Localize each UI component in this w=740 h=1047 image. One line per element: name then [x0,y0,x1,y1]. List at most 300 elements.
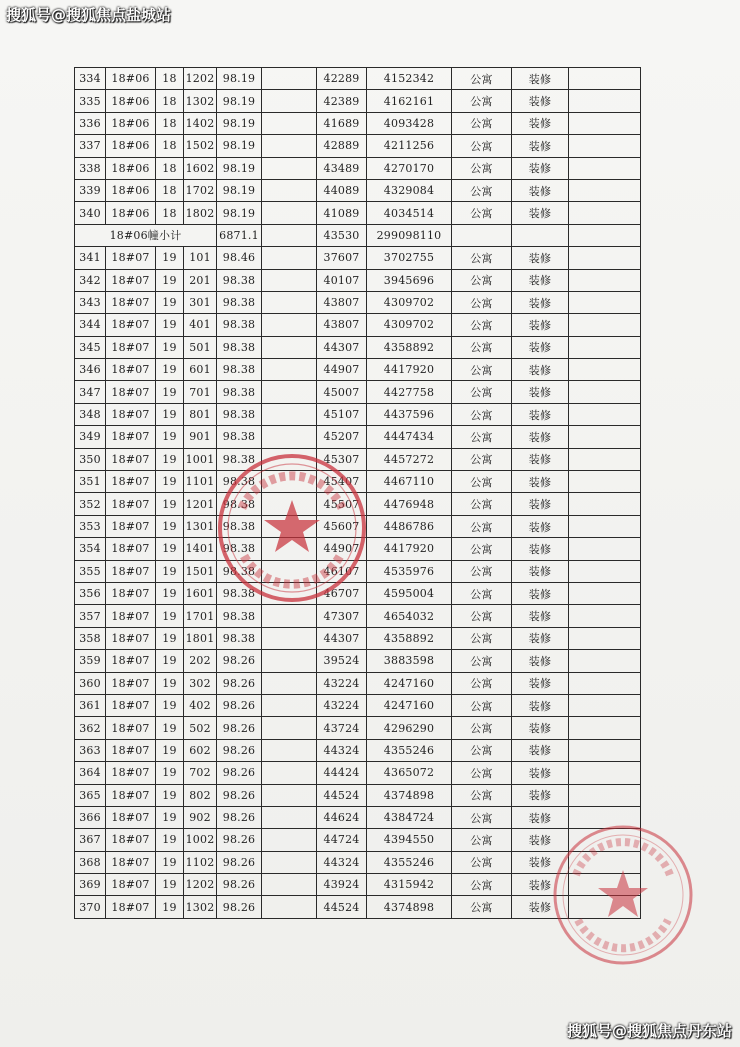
table-row [75,806,641,828]
table-cell: 98.26 [217,762,262,784]
table-cell: 公寓 [452,829,512,851]
subtotal-label: 18#06幢小计 [75,224,217,246]
table-cell: 360 [75,672,106,694]
table-cell: 369 [75,874,106,896]
table-cell: 18#07 [106,426,156,448]
table-cell: 4365072 [367,762,452,784]
table-cell [569,359,641,381]
table-cell: 98.19 [217,68,262,90]
table-cell: 40107 [317,269,367,291]
table-cell: 18#06 [106,135,156,157]
table-cell [262,291,317,313]
table-cell [262,784,317,806]
table-cell: 19 [156,515,184,537]
table-cell: 1002 [184,829,217,851]
table-cell: 18#07 [106,605,156,627]
table-cell [569,739,641,761]
table-cell [262,560,317,582]
table-cell: 4374898 [367,784,452,806]
table-cell [569,874,641,896]
table-row [75,112,641,134]
table-cell [262,403,317,425]
table-cell: 公寓 [452,874,512,896]
table-cell: 19 [156,269,184,291]
table-row [75,426,641,448]
table-cell: 45407 [317,471,367,493]
table-cell: 4329084 [367,179,452,201]
table-cell: 装修 [512,694,569,716]
table-cell: 1602 [184,157,217,179]
table-cell [569,650,641,672]
table-row [75,515,641,537]
table-row [75,448,641,470]
table-cell: 39524 [317,650,367,672]
table-row [75,538,641,560]
table-cell [569,68,641,90]
table-cell: 装修 [512,762,569,784]
table-cell: 19 [156,426,184,448]
table-cell: 4211256 [367,135,452,157]
table-cell: 98.38 [217,403,262,425]
table-cell: 19 [156,694,184,716]
table-cell: 18#06 [106,202,156,224]
subtotal-total: 299098110 [367,224,452,246]
table-cell: 4417920 [367,359,452,381]
table-cell: 公寓 [452,515,512,537]
table-cell [262,515,317,537]
table-cell: 18#06 [106,112,156,134]
table-cell [569,582,641,604]
table-cell: 359 [75,650,106,672]
table-cell: 602 [184,739,217,761]
table-cell [262,739,317,761]
table-cell: 98.26 [217,672,262,694]
table-cell: 336 [75,112,106,134]
table-cell: 18#07 [106,582,156,604]
table-cell: 98.26 [217,806,262,828]
table-cell: 装修 [512,448,569,470]
table-cell: 18#06 [106,68,156,90]
table-cell: 4486786 [367,515,452,537]
table-cell: 341 [75,247,106,269]
table-cell: 44424 [317,762,367,784]
table-cell: 公寓 [452,269,512,291]
table-subtotal-section [75,224,641,246]
table-cell [262,829,317,851]
table-body-18-07 [75,247,641,919]
table-cell [452,224,512,246]
table-cell: 349 [75,426,106,448]
table-cell [569,269,641,291]
table-cell: 19 [156,605,184,627]
table-cell: 98.26 [217,829,262,851]
table-cell: 公寓 [452,739,512,761]
table-cell: 343 [75,291,106,313]
table-cell: 365 [75,784,106,806]
table-cell: 335 [75,90,106,112]
subtotal-area: 6871.1 [217,224,262,246]
table-cell [262,224,317,246]
table-row [75,381,641,403]
table-cell: 4162161 [367,90,452,112]
table-cell: 18#07 [106,806,156,828]
table-cell: 4427758 [367,381,452,403]
table-cell [569,605,641,627]
table-cell: 1301 [184,515,217,537]
table-row [75,247,641,269]
table-cell: 4355246 [367,851,452,873]
table-row [75,471,641,493]
table-cell: 340 [75,202,106,224]
table-row [75,650,641,672]
table-cell: 4447434 [367,426,452,448]
table-cell: 18#07 [106,448,156,470]
table-cell: 19 [156,717,184,739]
table-cell [262,582,317,604]
table-cell: 18#07 [106,627,156,649]
table-cell: 41689 [317,112,367,134]
table-cell [569,448,641,470]
table-cell [569,538,641,560]
table-cell: 1702 [184,179,217,201]
table-cell: 18#07 [106,336,156,358]
table-cell [262,202,317,224]
table-cell: 1302 [184,90,217,112]
table-cell [569,179,641,201]
table-cell: 1101 [184,471,217,493]
table-cell: 357 [75,605,106,627]
table-cell [569,784,641,806]
table-cell: 19 [156,359,184,381]
table-cell: 4270170 [367,157,452,179]
table-row [75,605,641,627]
table-cell: 98.26 [217,784,262,806]
table-cell: 18 [156,112,184,134]
table-cell: 98.26 [217,896,262,918]
table-cell: 18#07 [106,291,156,313]
table-cell: 18#07 [106,560,156,582]
table-cell: 19 [156,314,184,336]
table-row [75,672,641,694]
table-cell: 337 [75,135,106,157]
table-cell: 18#06 [106,157,156,179]
table-cell: 装修 [512,739,569,761]
table-cell [262,426,317,448]
table-cell: 344 [75,314,106,336]
table-cell: 98.46 [217,247,262,269]
table-cell: 1701 [184,605,217,627]
table-row [75,874,641,896]
table-cell: 18#07 [106,717,156,739]
table-cell: 装修 [512,829,569,851]
table-cell: 装修 [512,314,569,336]
table-cell: 347 [75,381,106,403]
table-cell: 1601 [184,582,217,604]
table-cell [262,112,317,134]
table-cell: 4394550 [367,829,452,851]
table-cell: 98.19 [217,202,262,224]
table-row [75,202,641,224]
table-row [75,336,641,358]
table-cell: 346 [75,359,106,381]
table-cell: 装修 [512,247,569,269]
table-cell: 98.38 [217,493,262,515]
table-cell: 98.38 [217,291,262,313]
table-cell: 98.26 [217,694,262,716]
table-cell: 装修 [512,291,569,313]
table-cell: 45007 [317,381,367,403]
table-cell: 901 [184,426,217,448]
table-cell: 345 [75,336,106,358]
table-cell: 18#07 [106,314,156,336]
table-cell: 19 [156,560,184,582]
table-cell: 44524 [317,896,367,918]
table-cell: 44089 [317,179,367,201]
table-cell: 45507 [317,493,367,515]
table-cell: 801 [184,403,217,425]
table-cell: 98.19 [217,157,262,179]
table-cell: 702 [184,762,217,784]
table-cell: 19 [156,762,184,784]
table-row [75,582,641,604]
table-cell [262,851,317,873]
table-cell: 装修 [512,851,569,873]
table-cell: 902 [184,806,217,828]
table-cell [569,851,641,873]
table-cell: 19 [156,739,184,761]
table-cell: 4476948 [367,493,452,515]
table-cell: 公寓 [452,157,512,179]
table-cell: 18#07 [106,829,156,851]
table-cell: 装修 [512,90,569,112]
table-cell: 公寓 [452,560,512,582]
table-cell: 402 [184,694,217,716]
table-cell: 公寓 [452,426,512,448]
table-cell [262,247,317,269]
table-cell [569,112,641,134]
table-cell [262,135,317,157]
table-cell: 98.19 [217,135,262,157]
table-cell: 19 [156,784,184,806]
table-cell [262,605,317,627]
table-cell: 公寓 [452,582,512,604]
table-cell [569,135,641,157]
table-cell: 装修 [512,560,569,582]
table-cell [262,762,317,784]
table-cell: 98.38 [217,426,262,448]
table-cell: 装修 [512,650,569,672]
table-cell [569,336,641,358]
table-cell: 19 [156,650,184,672]
table-cell [569,762,641,784]
table-cell: 367 [75,829,106,851]
table-cell: 4247160 [367,672,452,694]
table-cell: 43224 [317,694,367,716]
table-cell: 43489 [317,157,367,179]
table-cell: 装修 [512,627,569,649]
table-cell: 装修 [512,874,569,896]
table-cell [569,471,641,493]
table-cell: 装修 [512,68,569,90]
table-cell: 18#06 [106,90,156,112]
table-cell: 338 [75,157,106,179]
table-cell: 334 [75,68,106,90]
table-cell: 202 [184,650,217,672]
table-cell [512,224,569,246]
table-cell [262,874,317,896]
table-cell: 18 [156,202,184,224]
table-cell: 公寓 [452,717,512,739]
table-cell: 18#07 [106,851,156,873]
table-cell: 公寓 [452,471,512,493]
table-cell: 装修 [512,202,569,224]
table-cell: 公寓 [452,291,512,313]
table-cell: 装修 [512,471,569,493]
table-cell: 19 [156,538,184,560]
table-cell: 18#07 [106,694,156,716]
table-cell: 501 [184,336,217,358]
table-cell: 公寓 [452,90,512,112]
table-cell: 42889 [317,135,367,157]
table-cell: 98.38 [217,359,262,381]
table-cell: 98.38 [217,448,262,470]
table-cell: 18#07 [106,538,156,560]
table-cell: 601 [184,359,217,381]
table-cell: 1001 [184,448,217,470]
table-cell: 98.38 [217,336,262,358]
table-cell: 18#07 [106,359,156,381]
table-cell: 4034514 [367,202,452,224]
table-cell: 公寓 [452,336,512,358]
price-list-table [74,67,641,919]
table-cell: 4315942 [367,874,452,896]
table-cell [262,694,317,716]
table-cell: 19 [156,336,184,358]
table-cell: 18 [156,68,184,90]
table-cell: 3883598 [367,650,452,672]
table-cell: 公寓 [452,493,512,515]
table-cell: 18#07 [106,269,156,291]
table-cell: 45307 [317,448,367,470]
table-cell: 1401 [184,538,217,560]
table-cell: 4358892 [367,336,452,358]
table-cell: 98.26 [217,717,262,739]
table-cell: 18#07 [106,515,156,537]
table-cell: 装修 [512,672,569,694]
table-cell: 98.38 [217,605,262,627]
table-cell: 公寓 [452,68,512,90]
table-cell: 1201 [184,493,217,515]
table-cell: 1102 [184,851,217,873]
table-cell: 1801 [184,627,217,649]
table-cell: 98.38 [217,627,262,649]
table-cell: 公寓 [452,202,512,224]
table-cell [569,381,641,403]
table-row [75,179,641,201]
table-cell: 4309702 [367,291,452,313]
table-cell: 4093428 [367,112,452,134]
table-cell: 1402 [184,112,217,134]
table-cell: 18#07 [106,672,156,694]
table-cell: 98.38 [217,560,262,582]
table-cell: 4457272 [367,448,452,470]
table-cell: 44307 [317,627,367,649]
table-cell: 公寓 [452,605,512,627]
table-row [75,896,641,918]
table-cell: 98.38 [217,471,262,493]
table-cell: 装修 [512,157,569,179]
table-cell: 3945696 [367,269,452,291]
table-cell: 19 [156,829,184,851]
table-cell: 4309702 [367,314,452,336]
table-cell [569,806,641,828]
table-cell: 19 [156,851,184,873]
table-cell: 装修 [512,806,569,828]
table-cell: 19 [156,874,184,896]
table-cell: 43807 [317,291,367,313]
table-cell: 363 [75,739,106,761]
table-cell: 356 [75,582,106,604]
table-cell [569,157,641,179]
table-cell: 45207 [317,426,367,448]
table-cell: 4467110 [367,471,452,493]
table-cell: 401 [184,314,217,336]
table-cell: 98.38 [217,538,262,560]
table-cell: 公寓 [452,247,512,269]
table-cell [262,672,317,694]
table-cell: 19 [156,247,184,269]
table-cell: 公寓 [452,538,512,560]
table-cell: 44624 [317,806,367,828]
table-cell: 42389 [317,90,367,112]
table-cell [262,90,317,112]
table-cell: 502 [184,717,217,739]
table-cell [262,538,317,560]
table-cell: 18#07 [106,471,156,493]
table-cell: 41089 [317,202,367,224]
table-cell [262,448,317,470]
table-cell [262,314,317,336]
table-cell: 43224 [317,672,367,694]
table-cell: 45107 [317,403,367,425]
table-cell: 公寓 [452,314,512,336]
table-cell: 98.38 [217,582,262,604]
table-cell: 18#07 [106,739,156,761]
table-cell [262,68,317,90]
table-cell: 350 [75,448,106,470]
table-cell: 44524 [317,784,367,806]
table-cell: 1202 [184,874,217,896]
table-cell: 98.38 [217,381,262,403]
table-cell: 1502 [184,135,217,157]
table-row [75,627,641,649]
table-cell: 19 [156,672,184,694]
table-cell: 44324 [317,739,367,761]
table-cell: 4296290 [367,717,452,739]
table-cell [262,471,317,493]
table-row [75,314,641,336]
table-body-18-06 [75,68,641,225]
table-cell: 43924 [317,874,367,896]
table-cell: 装修 [512,717,569,739]
table-cell: 101 [184,247,217,269]
table-cell: 701 [184,381,217,403]
table-cell: 装修 [512,605,569,627]
table-cell: 公寓 [452,896,512,918]
table-cell: 3702755 [367,247,452,269]
table-cell [569,224,641,246]
table-cell: 公寓 [452,448,512,470]
